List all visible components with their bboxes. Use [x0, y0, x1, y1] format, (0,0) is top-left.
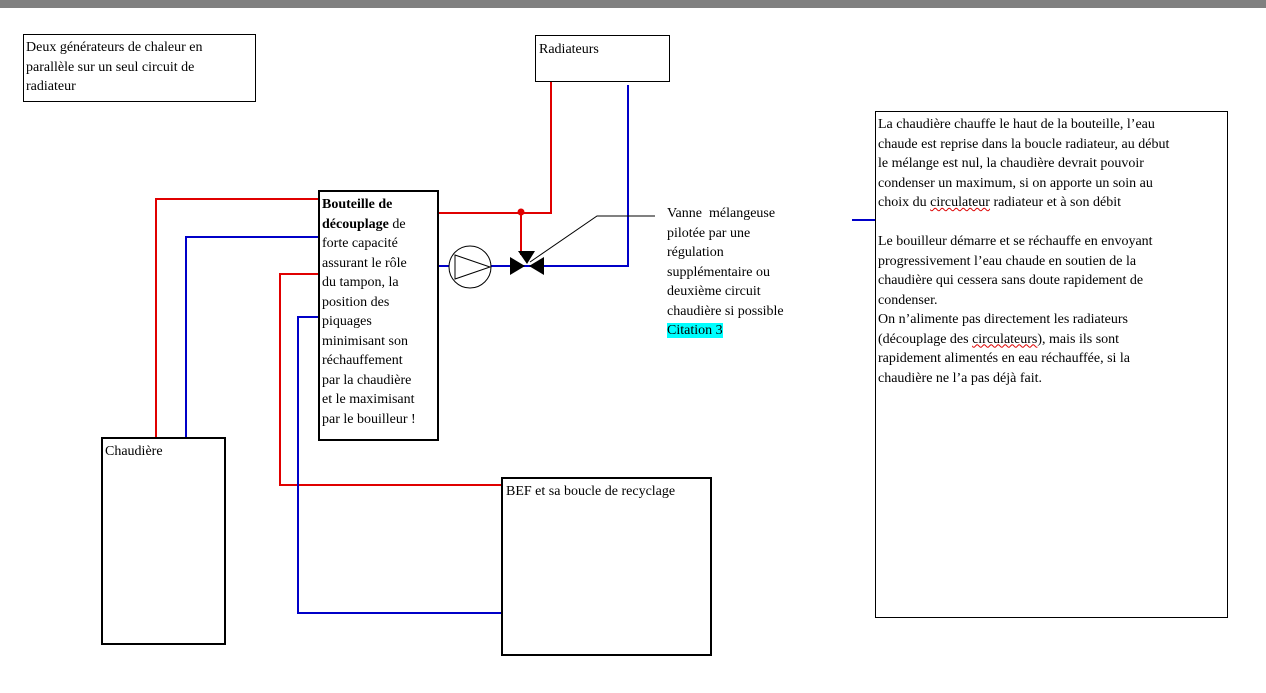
valve-callout-line — [530, 216, 655, 262]
explanation-line: rapidement alimentés en eau réchauffée, si la — [878, 351, 1131, 366]
explanation-text: radiateur et à son débit — [989, 195, 1121, 210]
boiler-hot-pipe — [156, 199, 318, 437]
explanation-line: le mélange est nul, la chaudière devrait pouvoir — [878, 156, 1144, 171]
spellcheck-word: circulateur — [930, 195, 990, 210]
bottle-line: forte capacité — [322, 236, 398, 251]
bottle-title-bold: Bouteille de — [322, 197, 393, 212]
explanation-box — [875, 111, 1228, 618]
radiators-box — [535, 35, 670, 82]
explanation-line: chaudière qui cessera sans doute rapidement de — [878, 273, 1144, 288]
radiators-label: Radiateurs — [539, 42, 599, 57]
title-box — [23, 34, 256, 102]
bottle-title-suffix: de — [388, 216, 406, 232]
bottle-line: minimisant son — [322, 333, 408, 349]
valve-line: chaudière si possible — [667, 303, 784, 319]
radiator-return-pipe — [438, 85, 628, 266]
mixing-valve-icon — [510, 251, 544, 275]
valve-line: pilotée par une — [667, 225, 751, 241]
bottle-title-bold-2: découplage — [322, 216, 389, 232]
bottle-line: par le bouilleur ! — [322, 411, 416, 427]
valve-line: supplémentaire ou — [667, 264, 771, 280]
bottle-line: piquages — [322, 314, 372, 329]
explanation-line: condenser un maximum, si on apporte un soin au — [878, 175, 1153, 191]
bottle-title-2 — [322, 215, 416, 235]
explanation-text: ), mais ils sont — [1037, 331, 1120, 347]
tee-junction — [518, 209, 525, 216]
bottle-line: position des — [322, 294, 390, 310]
bottle-line: du tampon, la — [322, 275, 399, 290]
bef-label: BEF et sa boucle de recyclage — [506, 484, 676, 499]
title-line: radiateur — [26, 79, 76, 94]
explanation-line: On n’alimente pas directement les radiateurs — [878, 312, 1128, 327]
explanation-line: Le bouilleur démarre et se réchauffe en envoyant — [878, 234, 1153, 249]
boiler-box — [101, 437, 226, 645]
title-line: Deux générateurs de chaleur en — [26, 40, 203, 55]
circulator-pump-icon — [449, 246, 491, 288]
explanation-line: progressivement l’eau chaude en soutien de la — [878, 253, 1137, 269]
boiler-label: Chaudière — [105, 444, 163, 459]
bottle-line: assurant le rôle — [322, 255, 407, 271]
explanation-line — [878, 330, 1169, 350]
bottle-line: et le maximisant — [322, 392, 415, 407]
spellcheck-word: circulateurs — [972, 331, 1038, 347]
bottle-line: par la chaudière — [322, 372, 412, 388]
explanation-line: La chaudière chauffe le haut de la bouteille, l’eau — [878, 117, 1155, 132]
title-line: parallèle sur un seul circuit de — [26, 59, 195, 75]
explanation-line — [878, 193, 1169, 213]
valve-annotation — [667, 204, 784, 341]
bottle-title — [322, 195, 416, 215]
valve-line: Vanne mélangeuse — [667, 206, 776, 221]
decoupling-bottle-box — [318, 190, 439, 441]
explanation-line: chaude est reprise dans la boucle radiateur, au début — [878, 136, 1170, 152]
bef-box — [501, 477, 712, 656]
explanation-line: condenser. — [878, 292, 938, 308]
explanation-text: choix du — [878, 195, 931, 210]
paragraph-spacer — [878, 213, 1169, 233]
explanation-text: (découplage des — [878, 331, 973, 347]
citation-link[interactable]: Citation 3 — [667, 323, 723, 338]
valve-line: deuxième circuit — [667, 284, 761, 299]
valve-line: régulation — [667, 245, 724, 260]
radiator-hot-pipe — [438, 82, 551, 213]
explanation-line: chaudière ne l’a pas déjà fait. — [878, 370, 1043, 386]
bottle-line: réchauffement — [322, 353, 403, 368]
